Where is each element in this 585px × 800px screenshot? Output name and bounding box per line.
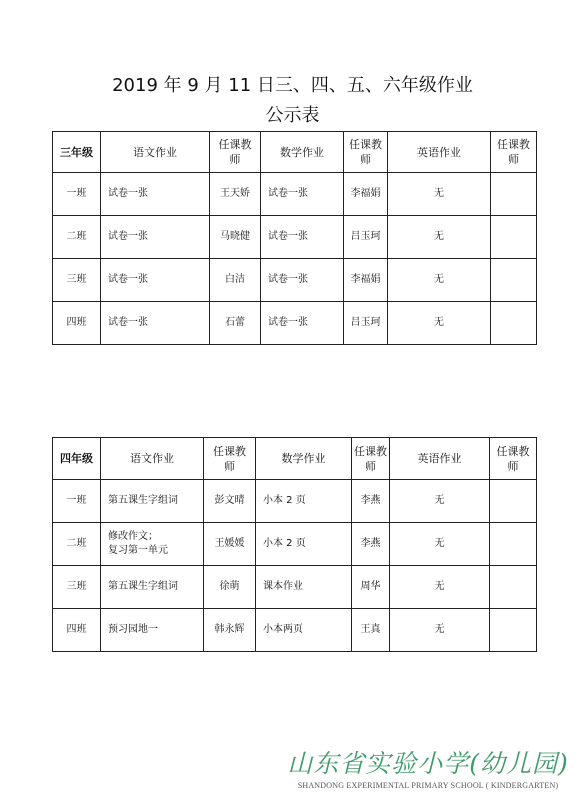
teacher-cell bbox=[490, 480, 537, 523]
chinese-homework-cell: 试卷一张 bbox=[101, 259, 210, 302]
header-math-homework: 数学作业 bbox=[261, 132, 344, 173]
header-math-homework: 数学作业 bbox=[256, 438, 352, 480]
table-row bbox=[53, 609, 537, 652]
header-teacher: 任课教 师 bbox=[352, 438, 390, 480]
header-english-homework: 英语作业 bbox=[388, 132, 491, 173]
class-cell: 二班 bbox=[53, 216, 101, 259]
teacher-cell: 周华 bbox=[352, 566, 390, 609]
header-teacher: 任课教 师 bbox=[344, 132, 388, 173]
chinese-homework-cell: 试卷一张 bbox=[101, 216, 210, 259]
teacher-cell: 王真 bbox=[352, 609, 390, 652]
class-cell: 四班 bbox=[53, 609, 101, 652]
teacher-cell: 韩永辉 bbox=[204, 609, 256, 652]
math-homework-cell: 课本作业 bbox=[256, 566, 352, 609]
math-homework-cell: 试卷一张 bbox=[261, 259, 344, 302]
class-cell: 三班 bbox=[53, 566, 101, 609]
table-row bbox=[53, 259, 537, 302]
math-homework-cell: 小本 2 页 bbox=[256, 480, 352, 523]
teacher-cell: 白洁 bbox=[210, 259, 261, 302]
teacher-cell: 李燕 bbox=[352, 480, 390, 523]
math-homework-cell: 试卷一张 bbox=[261, 216, 344, 259]
teacher-cell bbox=[491, 259, 537, 302]
school-logo bbox=[283, 748, 573, 796]
table-header-row bbox=[53, 132, 537, 173]
english-homework-cell: 无 bbox=[390, 609, 490, 652]
header-chinese-homework: 语文作业 bbox=[101, 438, 204, 480]
class-cell: 三班 bbox=[53, 259, 101, 302]
header-teacher: 任课教 师 bbox=[491, 132, 537, 173]
math-homework-cell: 试卷一张 bbox=[261, 302, 344, 345]
math-homework-cell: 小本 2 页 bbox=[256, 523, 352, 566]
header-chinese-homework: 语文作业 bbox=[101, 132, 210, 173]
teacher-cell: 李福娟 bbox=[344, 259, 388, 302]
page-title-line-2: 公示表 bbox=[265, 105, 320, 126]
header-teacher: 任课教 师 bbox=[490, 438, 537, 480]
chinese-homework-cell: 预习园地一 bbox=[101, 609, 204, 652]
teacher-cell bbox=[491, 216, 537, 259]
teacher-cell: 李福娟 bbox=[344, 173, 388, 216]
table-row bbox=[53, 566, 537, 609]
english-homework-cell: 无 bbox=[390, 566, 490, 609]
table-row bbox=[53, 523, 537, 566]
teacher-cell: 吕玉珂 bbox=[344, 302, 388, 345]
math-homework-cell: 小本两页 bbox=[256, 609, 352, 652]
english-homework-cell: 无 bbox=[388, 259, 491, 302]
class-cell: 一班 bbox=[53, 480, 101, 523]
table-row bbox=[53, 302, 537, 345]
teacher-cell: 石蕾 bbox=[210, 302, 261, 345]
teacher-cell bbox=[490, 609, 537, 652]
english-homework-cell: 无 bbox=[388, 302, 491, 345]
header-teacher: 任课教 师 bbox=[204, 438, 256, 480]
teacher-cell: 王天娇 bbox=[210, 173, 261, 216]
teacher-cell: 王媛媛 bbox=[204, 523, 256, 566]
english-homework-cell: 无 bbox=[390, 523, 490, 566]
teacher-cell bbox=[491, 173, 537, 216]
school-logo-chinese-name: 山东省实验小学(幼儿园) bbox=[287, 749, 569, 778]
teacher-cell: 彭文晴 bbox=[204, 480, 256, 523]
header-english-homework: 英语作业 bbox=[390, 438, 490, 480]
chinese-homework-cell: 第五课生字组词 bbox=[101, 566, 204, 609]
teacher-cell: 李燕 bbox=[352, 523, 390, 566]
teacher-cell bbox=[490, 566, 537, 609]
school-logo-english-name: SHANDONG EXPERIMENTAL PRIMARY SCHOOL ( KINDERGARTEN) bbox=[297, 781, 559, 790]
class-cell: 一班 bbox=[53, 173, 101, 216]
grade-4-homework-table bbox=[52, 437, 537, 652]
chinese-homework-cell: 试卷一张 bbox=[101, 302, 210, 345]
teacher-cell: 徐萌 bbox=[204, 566, 256, 609]
table-row bbox=[53, 173, 537, 216]
grade-label: 三年级 bbox=[53, 132, 101, 173]
teacher-cell: 吕玉珂 bbox=[344, 216, 388, 259]
grade-label: 四年级 bbox=[53, 438, 101, 480]
teacher-cell bbox=[490, 523, 537, 566]
chinese-homework-cell: 第五课生字组词 bbox=[101, 480, 204, 523]
table-header-row bbox=[53, 438, 537, 480]
english-homework-cell: 无 bbox=[390, 480, 490, 523]
teacher-cell: 马晓健 bbox=[210, 216, 261, 259]
table-row bbox=[53, 216, 537, 259]
english-homework-cell: 无 bbox=[388, 173, 491, 216]
math-homework-cell: 试卷一张 bbox=[261, 173, 344, 216]
header-teacher: 任课教 师 bbox=[210, 132, 261, 173]
class-cell: 二班 bbox=[53, 523, 101, 566]
table-row bbox=[53, 480, 537, 523]
teacher-cell bbox=[491, 302, 537, 345]
chinese-homework-cell: 试卷一张 bbox=[101, 173, 210, 216]
english-homework-cell: 无 bbox=[388, 216, 491, 259]
page-title-line-1: 2019 年 9 月 11 日三、四、五、六年级作业 bbox=[112, 75, 473, 96]
chinese-homework-cell: 修改作文； 复习第一单元 bbox=[101, 523, 204, 566]
grade-3-homework-table bbox=[52, 131, 537, 345]
class-cell: 四班 bbox=[53, 302, 101, 345]
